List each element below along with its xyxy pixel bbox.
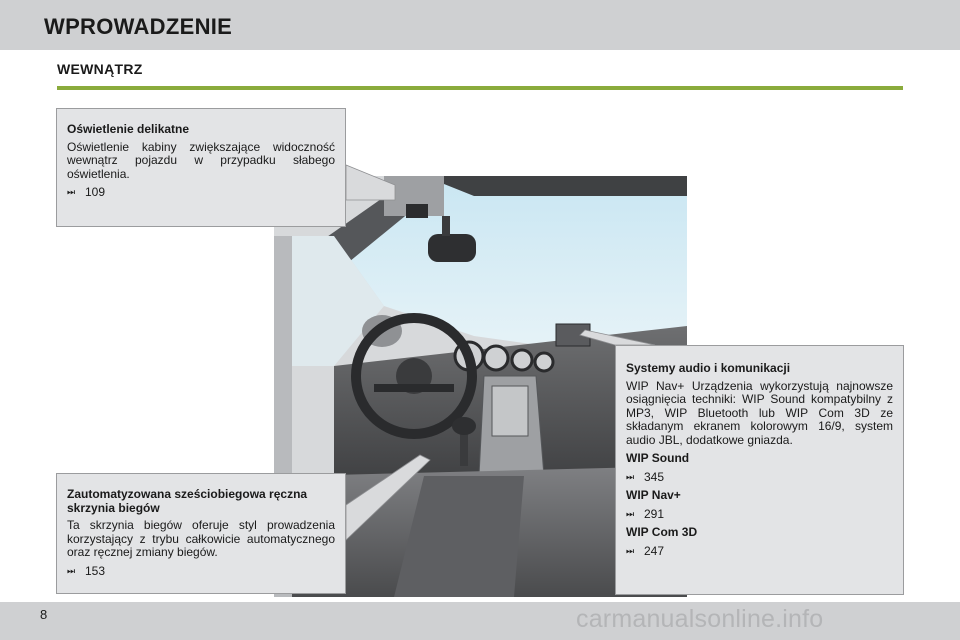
callout-audio-systems xyxy=(615,345,904,595)
subsection-label: WIP Com 3D xyxy=(626,525,698,539)
page-reference-number: 109 xyxy=(85,185,106,199)
page-title: WPROWADZENIE xyxy=(44,14,233,39)
page-number: 8 xyxy=(40,607,48,622)
fast-forward-icon: ⏭ xyxy=(626,471,635,482)
callout-gearbox xyxy=(56,473,346,594)
fast-forward-icon: ⏭ xyxy=(626,545,635,556)
section-title: WEWNĄTRZ xyxy=(57,61,143,77)
subsection-label: WIP Sound xyxy=(626,451,690,465)
page-reference[interactable] xyxy=(67,186,335,200)
fast-forward-icon: ⏭ xyxy=(626,508,635,519)
callout-ambient-lighting xyxy=(56,108,346,227)
watermark: carmanualsonline.info xyxy=(576,605,824,633)
callout-heading: Oświetlenie delikatne xyxy=(67,122,190,136)
page-reference[interactable] xyxy=(626,508,893,522)
callout-body: Oświetlenie kabiny zwiększające widoczność wewnątrz pojazdu w przypadku słabego oświetlenia. xyxy=(67,139,335,181)
callout-body: Ta skrzynia biegów oferuje styl prowadzenia korzystający z trybu całkowicie automatycznego oraz ręcznej zmiany biegów. xyxy=(67,518,335,559)
page-reference-number: 345 xyxy=(644,469,665,484)
page-reference[interactable] xyxy=(626,545,893,559)
subsection-label: WIP Nav+ xyxy=(626,488,681,502)
callout-heading: Zautomatyzowana sześciobiegowa ręczna skrzynia biegów xyxy=(67,487,308,515)
page-reference-number: 247 xyxy=(644,543,665,558)
page-reference[interactable] xyxy=(626,471,893,485)
callout-body: WIP Nav+ Urządzenia wykorzystują najnowsze osiągnięcia techniki: WIP Sound kompatybilny z MP3, WIP Bluetooth lub WIP Com 3D ze składanym ekranem kolorowym 16/9, system audio JBL, dodatkowe gniazda. xyxy=(626,378,893,447)
fast-forward-icon: ⏭ xyxy=(67,565,76,576)
fast-forward-icon: ⏭ xyxy=(67,187,76,197)
page-reference[interactable] xyxy=(67,565,335,579)
page-reference-number: 291 xyxy=(644,506,665,521)
callout-heading: Systemy audio i komunikacji xyxy=(626,361,791,375)
page-reference-number: 153 xyxy=(85,563,106,578)
